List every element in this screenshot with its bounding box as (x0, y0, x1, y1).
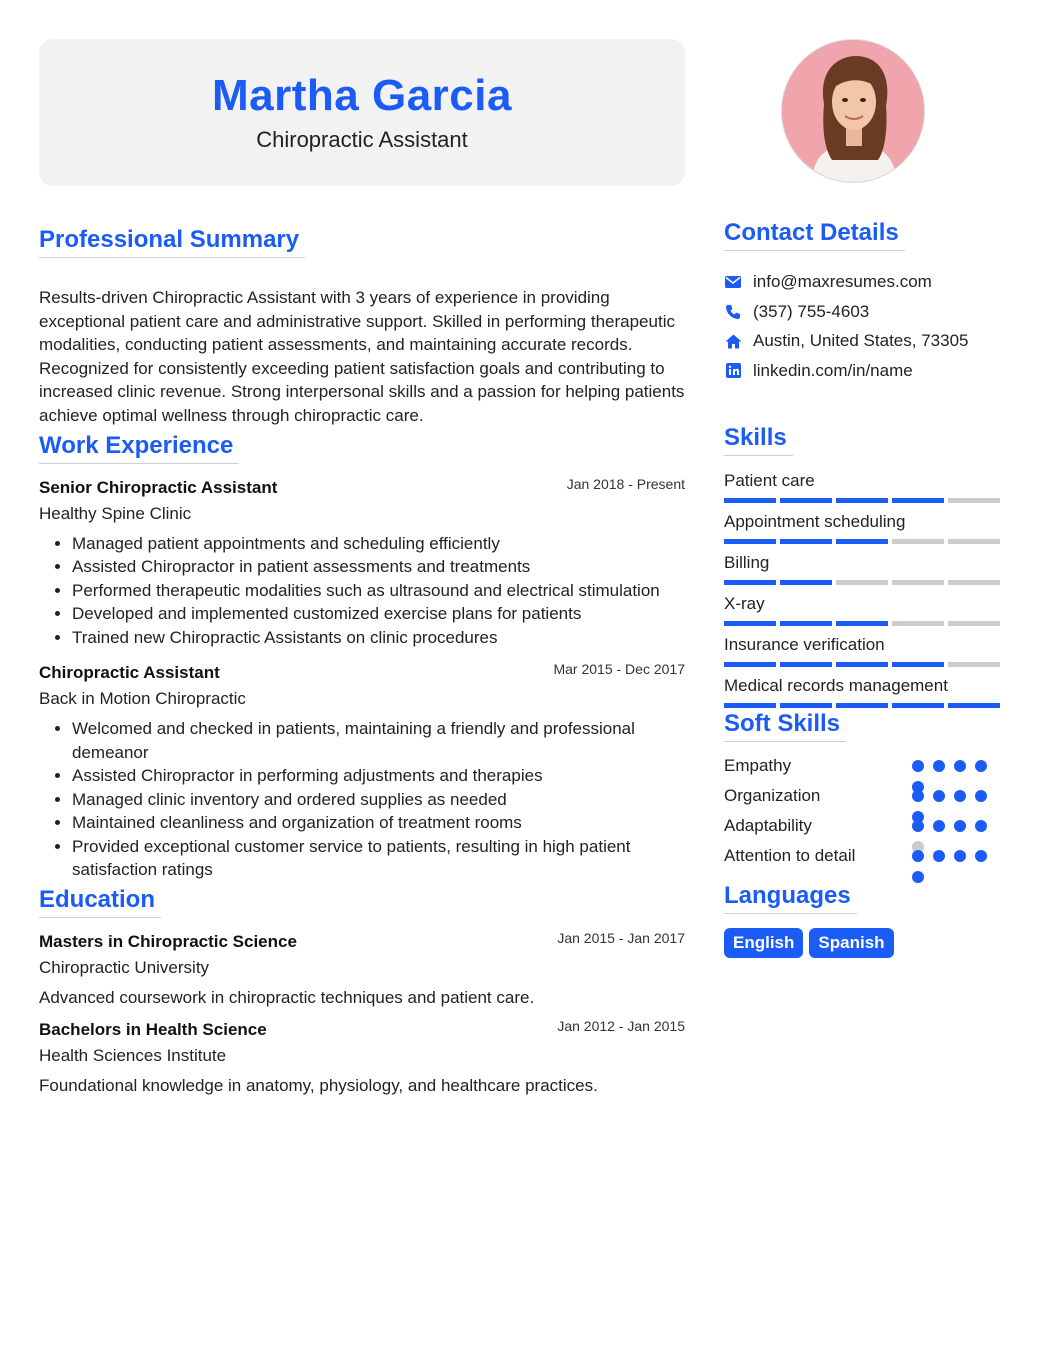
soft-skill-label: Adaptability (724, 815, 812, 835)
skill-level-segment (724, 580, 776, 585)
skill-level-bar (724, 703, 1000, 708)
skill-level-segment (892, 621, 944, 626)
skill-level-segment (724, 498, 776, 503)
bullet-item: • Managed clinic inventory and ordered supplies as needed (72, 788, 685, 812)
job-head (39, 663, 685, 687)
job-entry (39, 475, 685, 650)
skill-level-segment (948, 662, 1000, 667)
skill-level-segment (892, 498, 944, 503)
job-head (39, 475, 685, 502)
job-role: Chiropractic Assistant (39, 663, 220, 683)
skill-level-segment (948, 539, 1000, 544)
contact-address-text: Austin, United States, 73305 (753, 331, 969, 351)
skill-label: Appointment scheduling (724, 511, 906, 531)
rating-dot (975, 850, 987, 862)
skills-list (724, 470, 1000, 708)
skill-level-segment (836, 580, 888, 585)
job-company: Healthy Spine Clinic (39, 503, 192, 523)
skill-level-segment (724, 539, 776, 544)
contact-list (724, 267, 1000, 386)
skill-level-segment (780, 539, 832, 544)
skill-level-segment (780, 580, 832, 585)
skill-level-segment (724, 703, 776, 708)
contact-linkedin-text: linkedin.com/in/name (753, 360, 913, 380)
skill-level-bar (724, 498, 1000, 503)
skill-label: Medical records management (724, 675, 948, 695)
rating-dot (912, 760, 924, 772)
education-entry (39, 1017, 685, 1096)
languages-section (724, 882, 1000, 958)
professional-summary-section (39, 226, 685, 428)
skill-label: X-ray (724, 593, 765, 613)
summary-text: Results-driven Chiropractic Assistant with 3 years of experience in providing exceptional patient care and administrative support. Skilled in performing therapeutic modalities, conducting patient assessments, and maintaining accurate records. Recognized for consistently exceeding patient satisfaction goals and contributing to increased clinic revenue. Strong interpersonal skills and a passion for helping patients achieve optimal wellness through chiropractic care. (39, 288, 685, 425)
contact-email-text: info@maxresumes.com (753, 271, 932, 291)
contact-phone-text: (357) 755-4603 (753, 301, 870, 321)
degree: Masters in Chiropractic Science (39, 931, 297, 951)
soft-skills-section (724, 710, 1000, 876)
candidate-title: Chiropractic Assistant (256, 127, 468, 152)
work-experience-section (39, 432, 685, 882)
header-box (39, 39, 685, 186)
skill-level-segment (724, 662, 776, 667)
bullet-item: • Assisted Chiropractor in patient assessments and treatments (72, 555, 685, 579)
skill-level-segment (780, 662, 832, 667)
skill-level-segment (780, 621, 832, 626)
rating-dot (933, 820, 945, 832)
rating-dot (954, 850, 966, 862)
skill-level-segment (724, 621, 776, 626)
skill-level-segment (780, 498, 832, 503)
job-date: Jan 2018 - Present (566, 475, 685, 492)
language-badge: English (724, 928, 803, 958)
soft-skill-label: Attention to detail (724, 845, 856, 865)
section-title-summary: Professional Summary (39, 226, 305, 258)
envelope-icon (724, 273, 742, 291)
bullet-item: • Performed therapeutic modalities such as ultrasound and electrical stimulation (72, 579, 685, 603)
skill-level-segment (892, 662, 944, 667)
skill-level-segment (780, 703, 832, 708)
education-section (39, 886, 685, 1096)
skill-level-segment (836, 662, 888, 667)
job-bullets (39, 717, 685, 882)
school: Health Sciences Institute (39, 1045, 227, 1065)
rating-dot (954, 790, 966, 802)
right-column (724, 39, 1000, 958)
home-icon (724, 332, 742, 350)
education-head (39, 929, 685, 956)
skill-level-segment (892, 580, 944, 585)
rating-dot (933, 790, 945, 802)
skill-level-segment (836, 498, 888, 503)
section-title-work: Work Experience (39, 432, 239, 464)
education-description: Foundational knowledge in anatomy, physiology, and healthcare practices. (39, 1075, 598, 1095)
bullet-item: • Developed and implemented customized exercise plans for patients (72, 602, 685, 626)
job-company: Back in Motion Chiropractic (39, 689, 246, 709)
soft-skill-item (724, 846, 1000, 876)
skills-section (724, 424, 1000, 708)
contact-section (724, 219, 1000, 386)
education-head (39, 1017, 685, 1044)
rating-dot (933, 850, 945, 862)
skill-item (724, 552, 1000, 585)
skill-level-bar (724, 539, 1000, 544)
skill-level-bar (724, 580, 1000, 585)
portrait-illustration (782, 40, 925, 183)
bullet-item: • Maintained cleanliness and organization of treatment rooms (72, 811, 685, 835)
skill-level-bar (724, 662, 1000, 667)
bullet-item: • Managed patient appointments and scheduling efficiently (72, 532, 685, 556)
rating-dot (912, 850, 924, 862)
education-date: Jan 2015 - Jan 2017 (557, 929, 685, 946)
job-date: Mar 2015 - Dec 2017 (553, 661, 685, 678)
bullet-item: • Trained new Chiropractic Assistants on clinic procedures (72, 626, 685, 650)
soft-skill-item (724, 786, 1000, 816)
section-title-skills: Skills (724, 424, 793, 456)
skill-level-segment (948, 621, 1000, 626)
contact-linkedin[interactable] (724, 356, 1000, 386)
skill-item (724, 511, 1000, 544)
language-badge: Spanish (809, 928, 893, 958)
soft-skills-list (724, 756, 1000, 876)
rating-dot (975, 760, 987, 772)
left-column (39, 39, 685, 1096)
rating-dot (954, 820, 966, 832)
languages-list (724, 928, 1000, 958)
skill-label: Patient care (724, 470, 815, 490)
education-description: Advanced coursework in chiropractic techniques and patient care. (39, 987, 535, 1007)
skill-level-segment (836, 703, 888, 708)
phone-icon (724, 303, 742, 321)
skill-level-segment (948, 703, 1000, 708)
section-title-languages: Languages (724, 882, 857, 914)
skill-level-segment (948, 580, 1000, 585)
soft-skill-label: Empathy (724, 755, 792, 775)
soft-skill-item (724, 756, 1000, 786)
bullet-item: • Assisted Chiropractor in performing adjustments and therapies (72, 764, 685, 788)
education-date: Jan 2012 - Jan 2015 (557, 1017, 685, 1034)
section-title-soft-skills: Soft Skills (724, 710, 846, 742)
skill-item (724, 593, 1000, 626)
skill-level-segment (892, 703, 944, 708)
rating-dot (912, 820, 924, 832)
soft-skill-item (724, 816, 1000, 846)
skill-level-segment (836, 621, 888, 626)
school: Chiropractic University (39, 957, 210, 977)
skill-item (724, 675, 1000, 708)
contact-email[interactable] (724, 267, 1000, 297)
rating-dot (912, 871, 924, 883)
degree: Bachelors in Health Science (39, 1019, 267, 1039)
job-entry (39, 663, 685, 882)
bullet-item: • Welcomed and checked in patients, maintaining a friendly and professional demeanor (72, 717, 685, 764)
skill-level-segment (892, 539, 944, 544)
skill-level-bar (724, 621, 1000, 626)
contact-phone[interactable] (724, 297, 1000, 327)
profile-photo (781, 39, 925, 183)
bullet-item: • Provided exceptional customer service to patients, resulting in high patient satisfaction ratings (72, 835, 685, 882)
education-entry (39, 929, 685, 1008)
rating-dot (912, 790, 924, 802)
rating-dot (933, 760, 945, 772)
skill-item (724, 634, 1000, 667)
job-role: Senior Chiropractic Assistant (39, 477, 278, 497)
section-title-education: Education (39, 886, 161, 918)
skill-level-segment (948, 498, 1000, 503)
rating-dot (954, 760, 966, 772)
rating-dot (975, 790, 987, 802)
skill-item (724, 470, 1000, 503)
skill-label: Insurance verification (724, 634, 885, 654)
candidate-name: Martha Garcia (212, 71, 512, 120)
rating-dot (975, 820, 987, 832)
linkedin-icon (724, 362, 742, 380)
soft-skill-label: Organization (724, 785, 821, 805)
contact-address (724, 326, 1000, 356)
skill-level-segment (836, 539, 888, 544)
job-bullets (39, 532, 685, 650)
skill-label: Billing (724, 552, 770, 572)
section-title-contact: Contact Details (724, 219, 905, 251)
